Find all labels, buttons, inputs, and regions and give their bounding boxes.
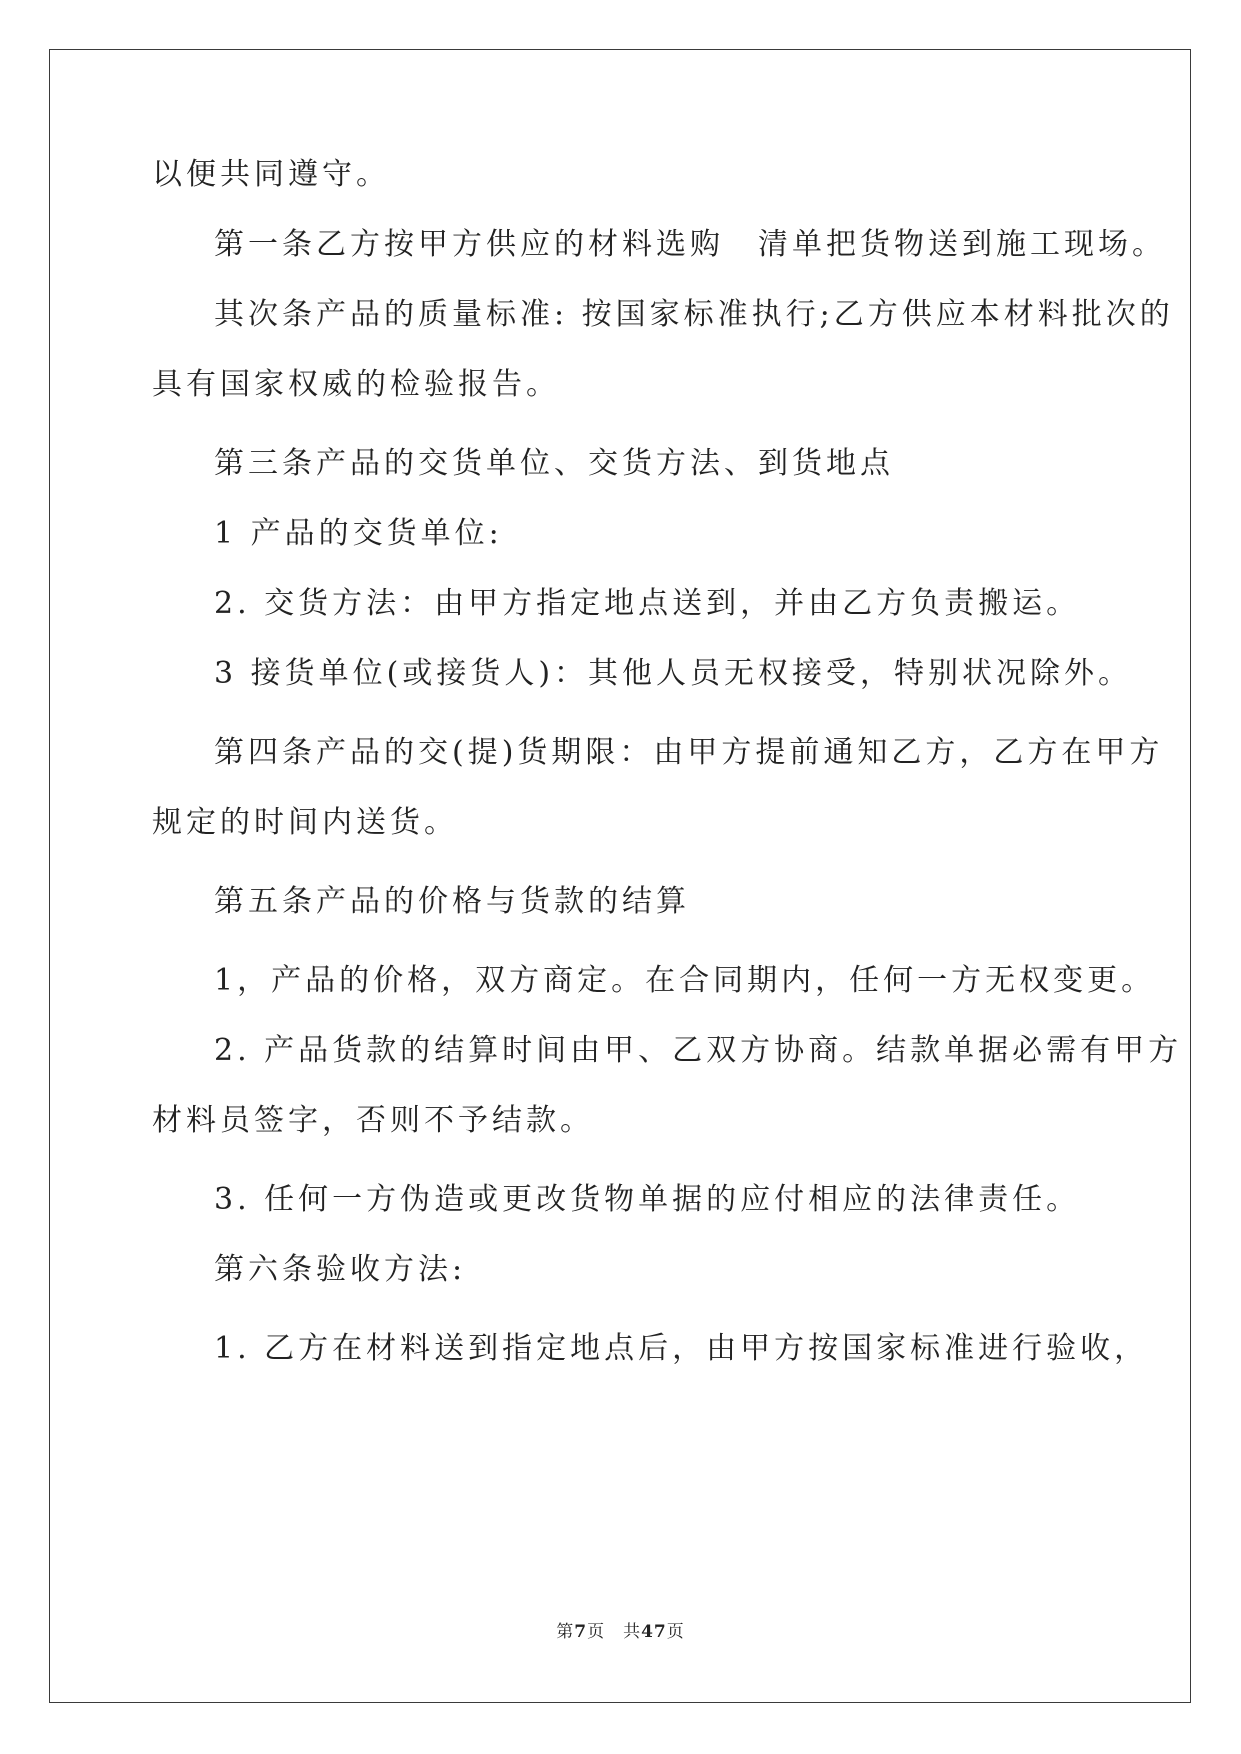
text-line: 1 产品的交货单位:	[214, 516, 503, 551]
footer-mid: 页 共	[587, 1622, 642, 1642]
text-line: 2. 产品货款的结算时间由甲、乙双方协商。结款单据必需有甲方	[214, 1033, 1183, 1068]
text-line: 1，产品的价格，双方商定。在合同期内，任何一方无权变更。	[214, 963, 1156, 998]
text-line: 第六条验收方法:	[214, 1252, 467, 1287]
page-number: 7	[574, 1622, 588, 1642]
text-line: 以便共同遵守。	[152, 157, 390, 192]
text-line: 第四条产品的交(提)货期限：由甲方提前通知乙方，乙方在甲方	[214, 735, 1164, 770]
footer-suffix: 页	[666, 1622, 685, 1642]
text-line: 其次条产品的质量标准: 按国家标准执行;乙方供应本材料批次的	[214, 297, 1174, 332]
text-line: 3 接货单位(或接货人)：其他人员无权接受，特别状况除外。	[214, 656, 1133, 691]
text-line: 具有国家权威的检验报告。	[152, 367, 560, 402]
text-line: 2. 交货方法：由甲方指定地点送到，并由乙方负责搬运。	[214, 586, 1081, 621]
text-line: 第三条产品的交货单位、交货方法、到货地点	[214, 446, 894, 481]
text-line: 第一条乙方按甲方供应的材料选购 清单把货物送到施工现场。	[214, 227, 1166, 262]
text-line: 规定的时间内送货。	[152, 805, 458, 840]
page-footer	[0, 1617, 1241, 1642]
text-line: 材料员签字，否则不予结款。	[152, 1103, 594, 1138]
total-pages: 47	[641, 1622, 667, 1642]
text-line: 1. 乙方在材料送到指定地点后，由甲方按国家标准进行验收，	[214, 1331, 1149, 1366]
text-line: 第五条产品的价格与货款的结算	[214, 884, 690, 919]
text-line: 3. 任何一方伪造或更改货物单据的应付相应的法律责任。	[214, 1182, 1081, 1217]
footer-prefix: 第	[556, 1622, 575, 1642]
